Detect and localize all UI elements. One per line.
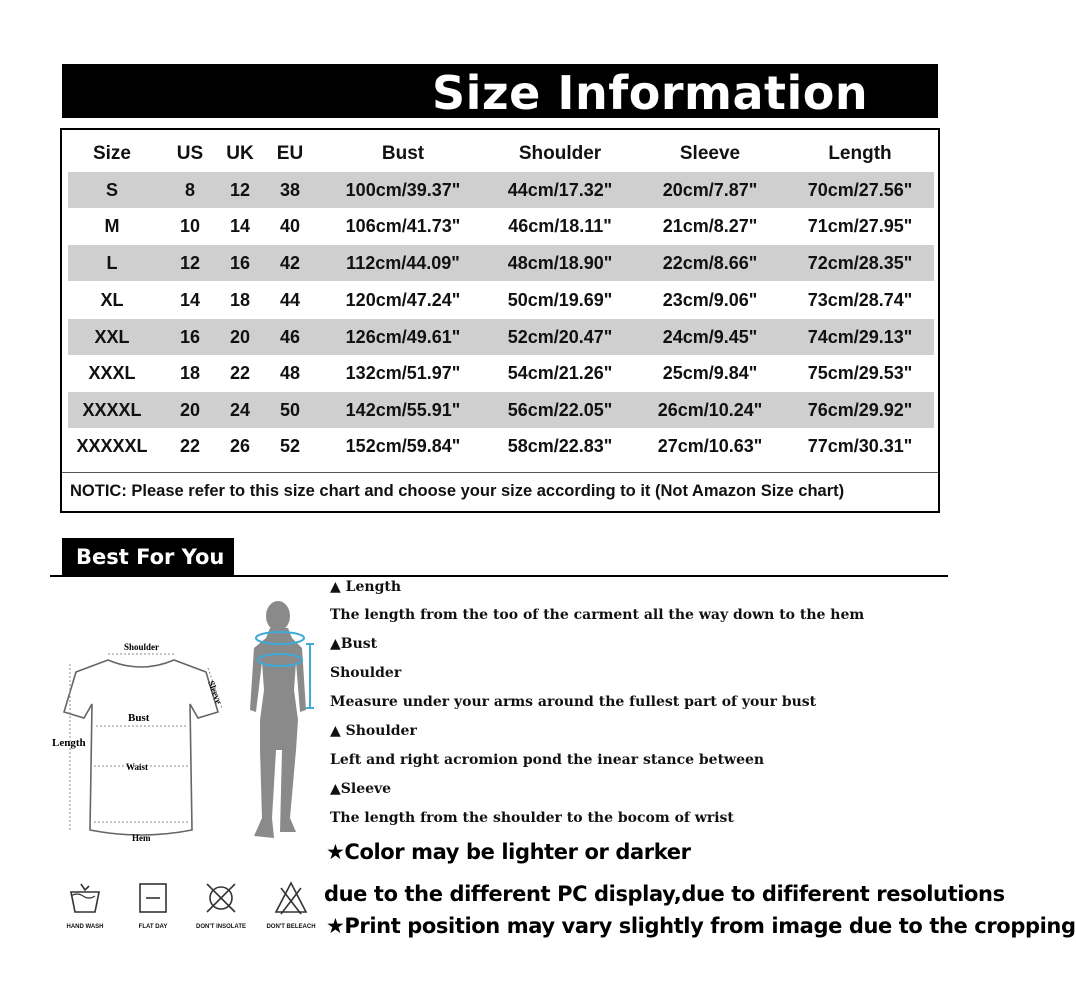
note-print-position: ★Print position may vary slightly from image due to the cropping bbox=[326, 914, 1076, 938]
desc-shoulder-heading: ▲ Shoulder bbox=[330, 723, 417, 739]
cell-sleeve: 20cm/7.87" bbox=[662, 180, 758, 200]
care-dont-bleach bbox=[256, 880, 326, 930]
care-hand-wash bbox=[50, 880, 120, 930]
cell-us: 16 bbox=[179, 327, 201, 347]
cell-shoulder: 56cm/22.05" bbox=[507, 400, 613, 420]
cell-shoulder: 52cm/20.47" bbox=[507, 327, 613, 347]
care-label: DON'T BELEACH bbox=[266, 924, 316, 930]
cell-length: 73cm/28.74" bbox=[807, 290, 913, 310]
cell-us: 22 bbox=[179, 436, 201, 456]
cell-shoulder: 44cm/17.32" bbox=[507, 180, 613, 200]
cell-size: S bbox=[105, 180, 118, 200]
table-row bbox=[68, 282, 934, 318]
cell-bust: 126cm/49.61" bbox=[345, 327, 461, 347]
diagram-label-length: Length bbox=[52, 737, 86, 749]
table-row bbox=[68, 428, 934, 464]
care-label: FLAT DAY bbox=[138, 924, 168, 930]
table-row bbox=[68, 245, 934, 281]
cell-uk: 20 bbox=[229, 327, 251, 347]
cell-us: 20 bbox=[179, 400, 201, 420]
divider bbox=[50, 575, 948, 577]
cell-us: 10 bbox=[179, 216, 201, 236]
cell-us: 18 bbox=[179, 363, 201, 383]
cell-sleeve: 23cm/9.06" bbox=[662, 290, 758, 310]
diagram-label-sleeve: Sleeve bbox=[206, 679, 224, 706]
cell-sleeve: 24cm/9.45" bbox=[662, 327, 758, 347]
desc-shoulder-text: Left and right acromion pond the inear stance between bbox=[330, 752, 765, 768]
table-row bbox=[68, 392, 934, 428]
cell-length: 75cm/29.53" bbox=[807, 363, 913, 383]
divider bbox=[62, 472, 938, 473]
table-row bbox=[68, 172, 934, 208]
cell-size: XL bbox=[100, 290, 124, 310]
cell-length: 71cm/27.95" bbox=[807, 216, 913, 236]
cell-eu: 40 bbox=[279, 216, 301, 236]
table-row bbox=[68, 319, 934, 355]
note-display: due to the different PC display,due to dififerent resolutions bbox=[324, 882, 1005, 906]
cell-length: 76cm/29.92" bbox=[807, 400, 913, 420]
desc-bust-heading: ▲Bust bbox=[330, 636, 378, 652]
cell-us: 12 bbox=[179, 253, 201, 273]
cell-eu: 38 bbox=[279, 180, 301, 200]
desc-bust-sub: Shoulder bbox=[330, 665, 402, 681]
cell-sleeve: 26cm/10.24" bbox=[657, 400, 763, 420]
care-label: DON'T INSOLATE bbox=[196, 924, 246, 930]
cell-sleeve: 22cm/8.66" bbox=[662, 253, 758, 273]
cell-us: 14 bbox=[179, 290, 201, 310]
cell-length: 72cm/28.35" bbox=[807, 253, 913, 273]
cell-size: XXXXL bbox=[82, 400, 142, 420]
table-header-row bbox=[68, 136, 934, 172]
cell-size: XXL bbox=[94, 327, 130, 347]
person-silhouette bbox=[240, 600, 320, 845]
care-dont-insolate bbox=[186, 880, 256, 930]
cell-sleeve: 21cm/8.27" bbox=[662, 216, 758, 236]
size-notice: NOTIC: Please refer to this size chart and choose your size according to it (Not Amazon Size chart) bbox=[70, 482, 845, 500]
cell-length: 77cm/30.31" bbox=[807, 436, 913, 456]
cell-shoulder: 50cm/19.69" bbox=[507, 290, 613, 310]
desc-sleeve-text: The length from the shoulder to the bocom of wrist bbox=[330, 810, 734, 826]
cell-eu: 46 bbox=[279, 327, 301, 347]
dont-insolate-icon bbox=[203, 880, 239, 916]
cell-bust: 112cm/44.09" bbox=[346, 253, 460, 273]
cell-uk: 12 bbox=[229, 180, 251, 200]
cell-sleeve: 25cm/9.84" bbox=[662, 363, 758, 383]
flat-dry-icon bbox=[135, 880, 171, 916]
tshirt-diagram bbox=[46, 630, 236, 845]
header-uk: UK bbox=[226, 143, 254, 164]
cell-bust: 100cm/39.37" bbox=[345, 180, 461, 200]
care-flat-dry bbox=[118, 880, 188, 930]
cell-uk: 14 bbox=[229, 216, 251, 236]
desc-length-heading: ▲ Length bbox=[330, 579, 402, 595]
note-color: ★Color may be lighter or darker bbox=[326, 840, 691, 864]
table-row bbox=[68, 355, 934, 391]
header-eu: EU bbox=[276, 143, 304, 164]
title-banner bbox=[62, 64, 938, 118]
cell-length: 74cm/29.13" bbox=[807, 327, 913, 347]
care-label: HAND WASH bbox=[66, 924, 104, 930]
diagram-label-waist: Waist bbox=[126, 762, 149, 772]
hand-wash-icon bbox=[67, 880, 103, 916]
desc-sleeve-heading: ▲Sleeve bbox=[330, 781, 392, 797]
cell-uk: 16 bbox=[229, 253, 251, 273]
page-title: Size Information bbox=[432, 66, 869, 120]
header-size: Size bbox=[92, 143, 132, 164]
cell-uk: 22 bbox=[229, 363, 251, 383]
cell-shoulder: 46cm/18.11" bbox=[508, 216, 612, 236]
cell-bust: 120cm/47.24" bbox=[345, 290, 461, 310]
header-length: Length bbox=[828, 143, 892, 164]
diagram-label-bust: Bust bbox=[128, 712, 150, 724]
header-shoulder: Shoulder bbox=[518, 143, 602, 164]
cell-size: XXXL bbox=[88, 363, 136, 383]
cell-eu: 44 bbox=[279, 290, 301, 310]
cell-size: M bbox=[104, 216, 120, 236]
cell-sleeve: 27cm/10.63" bbox=[657, 436, 763, 456]
header-bust: Bust bbox=[381, 143, 425, 164]
header-sleeve: Sleeve bbox=[679, 143, 741, 164]
cell-length: 70cm/27.56" bbox=[807, 180, 913, 200]
cell-bust: 106cm/41.73" bbox=[345, 216, 461, 236]
header-us: US bbox=[176, 143, 204, 164]
desc-bust-text: Measure under your arms around the fullest part of your bust bbox=[330, 694, 817, 710]
cell-shoulder: 54cm/21.26" bbox=[507, 363, 613, 383]
cell-uk: 26 bbox=[229, 436, 251, 456]
cell-size: L bbox=[106, 253, 118, 273]
cell-eu: 48 bbox=[279, 363, 301, 383]
desc-length-text: The length from the too of the carment all the way down to the hem bbox=[330, 607, 865, 623]
cell-bust: 132cm/51.97" bbox=[345, 363, 461, 383]
cell-shoulder: 48cm/18.90" bbox=[507, 253, 613, 273]
cell-eu: 50 bbox=[279, 400, 301, 420]
cell-shoulder: 58cm/22.83" bbox=[507, 436, 613, 456]
cell-bust: 152cm/59.84" bbox=[345, 436, 461, 456]
cell-bust: 142cm/55.91" bbox=[345, 400, 461, 420]
cell-eu: 42 bbox=[279, 253, 301, 273]
cell-size: XXXXXL bbox=[76, 436, 148, 456]
diagram-label-hem: Hem bbox=[132, 833, 151, 843]
diagram-label-shoulder: Shoulder bbox=[124, 642, 160, 652]
cell-eu: 52 bbox=[279, 436, 301, 456]
cell-uk: 18 bbox=[229, 290, 251, 310]
size-table bbox=[60, 128, 940, 513]
table-row bbox=[68, 208, 934, 244]
best-for-you-tab: Best For You bbox=[62, 538, 234, 576]
cell-uk: 24 bbox=[229, 400, 251, 420]
dont-bleach-icon bbox=[273, 880, 309, 916]
cell-us: 8 bbox=[184, 180, 195, 200]
